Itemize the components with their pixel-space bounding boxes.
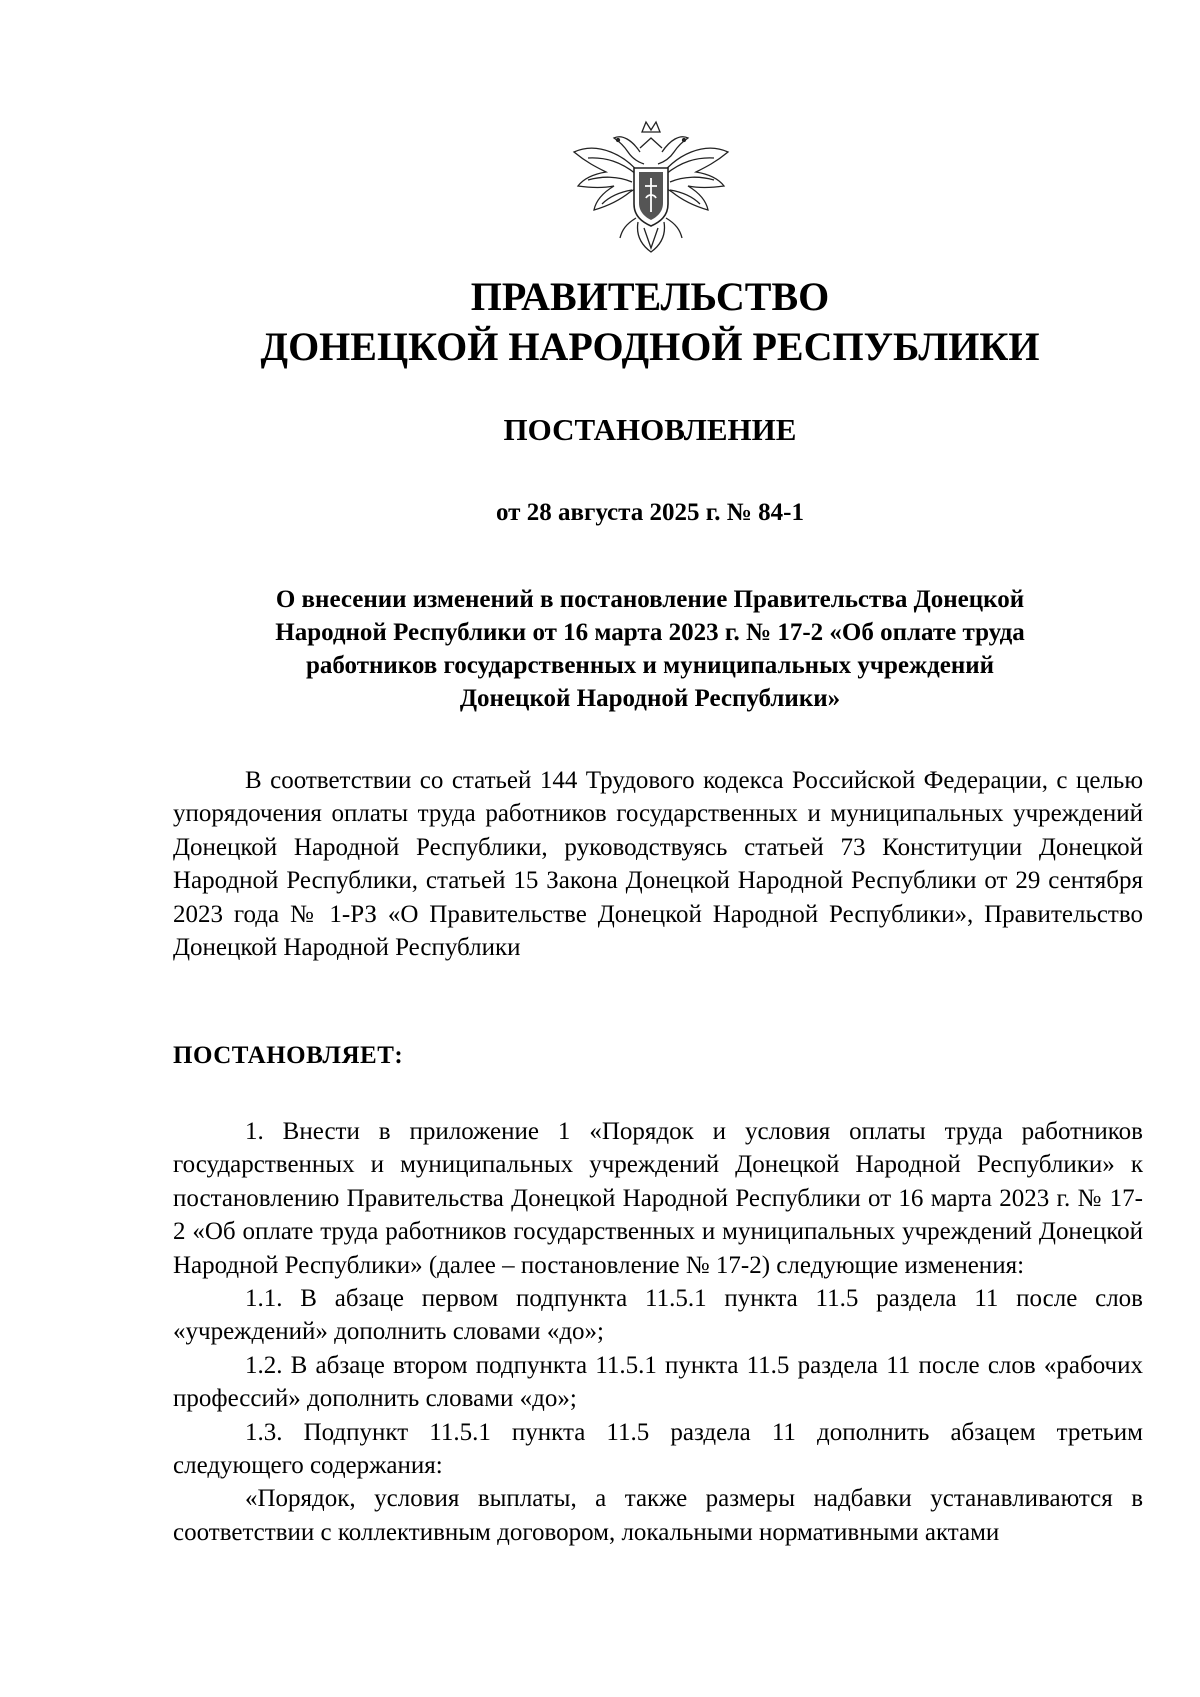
document-type: ПОСТАНОВЛЕНИЕ	[503, 412, 797, 447]
organization-title-line-1: ПРАВИТЕЛЬСТВО	[470, 274, 830, 319]
resolve-word: ПОСТАНОВЛЯЕТ:	[173, 1042, 404, 1069]
subject-line: Донецкой Народной Республики»	[459, 685, 841, 712]
preamble-paragraph: В соответствии со статьей 144 Трудового кодекса Российской Федерации, с целью упорядочения оплаты труда работников государственных и муниципальных учреждений Донецкой Народной Республики, руководствуясь статьей 73 Конституции Донецкой Народной Республики, статьей 15 Закона Донецкой Народной Республики от 29 сентября 2023 года № 1-РЗ «О Правительстве Донецкой Народной Республики», Правительство Донецкой Народной Республики	[173, 767, 1143, 962]
document-subject	[170, 583, 1130, 715]
subject-line: работников государственных и муниципальных учреждений	[305, 652, 995, 679]
document-date-number: от 28 августа 2025 г. № 84-1	[496, 499, 804, 526]
preamble	[173, 764, 1143, 964]
subject-line: Народной Республики от 16 марта 2023 г. № 17-2 «Об оплате труда	[275, 619, 1025, 646]
resolution-items	[173, 1115, 1143, 1549]
resolution-item: 1.3. Подпункт 11.5.1 пункта 11.5 раздела 11 дополнить абзацем третьим следующего содержания:	[173, 1418, 1143, 1480]
resolution-item: 1. Внести в приложение 1 «Порядок и условия оплаты труда работников государственных и муниципальных учреждений Донецкой Народной Республики» к постановлению Правительства Донецкой Народной Республики от 16 марта 2023 г. № 17-2 «Об оплате труда работников государственных и муниципальных учреждений Донецкой Народной Республики» (далее – постановление № 17-2) следующие изменения:	[173, 1118, 1143, 1279]
subject-line: О внесении изменений в постановление Правительства Донецкой	[275, 586, 1025, 613]
resolution-item: 1.2. В абзаце втором подпункта 11.5.1 пункта 11.5 раздела 11 после слов «рабочих профессий» дополнить словами «до»;	[173, 1351, 1143, 1413]
resolution-item: 1.1. В абзаце первом подпункта 11.5.1 пункта 11.5 раздела 11 после слов «учреждений» дополнить словами «до»;	[173, 1285, 1143, 1346]
coat-of-arms-icon	[566, 112, 736, 262]
organization-title-line-2: ДОНЕЦКОЙ НАРОДНОЙ РЕСПУБЛИКИ	[260, 324, 1040, 369]
resolution-item: «Порядок, условия выплаты, а также размеры надбавки устанавливаются в соответствии с коллективным договором, локальными нормативными актами	[173, 1485, 1143, 1546]
organization-title	[150, 272, 1150, 372]
